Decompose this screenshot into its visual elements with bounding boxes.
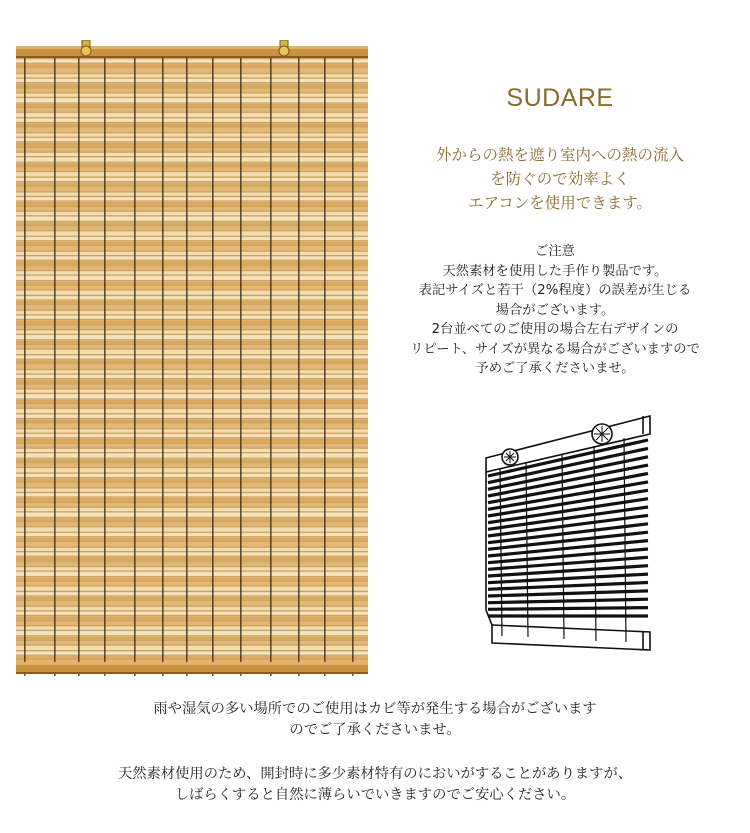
blind-diagram-svg: [478, 410, 658, 655]
bottom-note-line: 雨や湿気の多い場所でのご使用はカビ等が発生する場合がございます: [153, 701, 597, 717]
notice-line: リピート、サイズが異なる場合がございますので: [410, 341, 700, 357]
bottom-note-smell: [0, 764, 750, 806]
lead-line: を防ぐので効率よく: [490, 170, 630, 188]
notice-line: 天然素材を使用した手作り製品です。: [442, 263, 668, 279]
lead-line: 外からの熱を遮り室内への熱の流入: [435, 146, 684, 164]
notice-line: 2台並べてのご使用の場合左右デザインの: [431, 322, 679, 337]
bottom-note-mold: [0, 699, 750, 741]
notice-line: 予めご了承くださいませ。: [475, 361, 635, 376]
notice-line: 表記サイズと若干（2%程度）の誤差が生じる: [418, 283, 692, 298]
bottom-note-line: のでご了承くださいませ。: [289, 722, 461, 738]
bamboo-blind-photo: [16, 40, 368, 678]
lead-line: エアコンを使用できます。: [468, 194, 652, 212]
notice-block: [370, 242, 740, 379]
bottom-note-line: 天然素材使用のため、開封時に多少素材特有のにおいがすることがありますが、: [117, 766, 633, 782]
lead-description: [400, 143, 720, 215]
notice-line: 場合がございます。: [495, 302, 615, 318]
bamboo-blind-image: [16, 40, 368, 678]
product-title: SUDARE: [506, 84, 614, 112]
notice-heading: ご注意: [535, 244, 575, 259]
bottom-note-line: しばらくすると自然に薄らいでいきますのでご安心ください。: [174, 787, 576, 803]
blind-line-diagram: [478, 410, 658, 655]
